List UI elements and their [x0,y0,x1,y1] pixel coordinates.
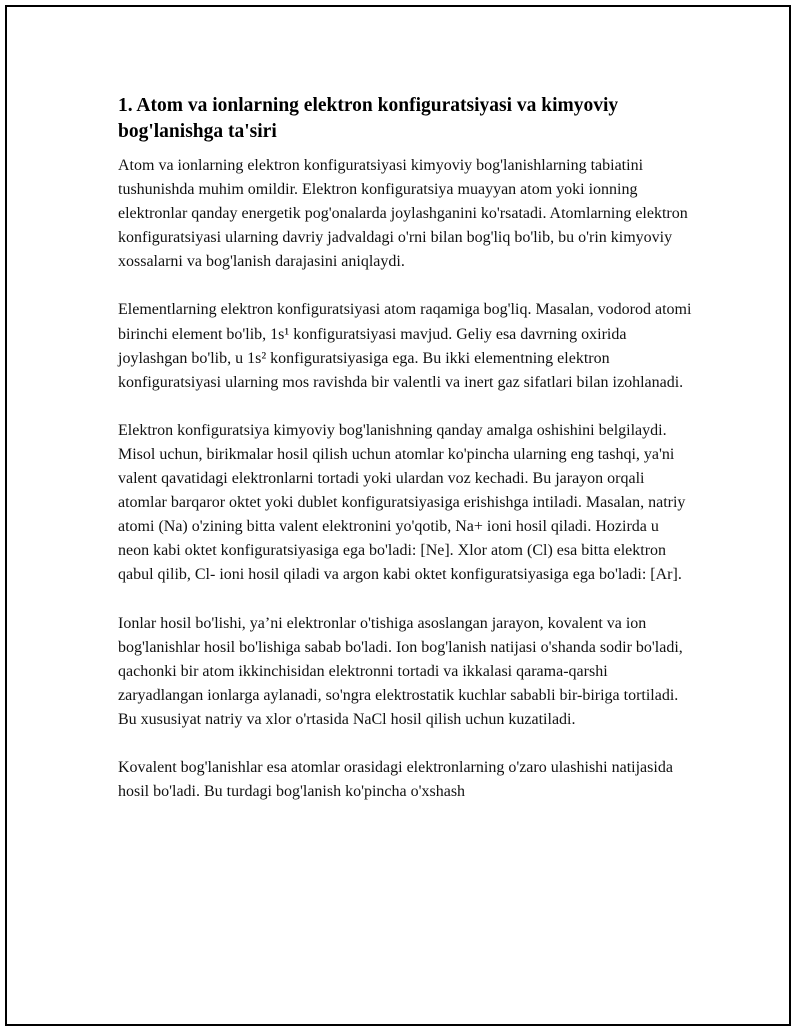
paragraph-3: Elektron konfiguratsiya kimyoviy bog'lanishning qanday amalga oshishini belgilaydi. Misol uchun, birikmalar hosil qilish uchun atomlar ko'pincha ularning eng tashqi, ya'ni valent qavatidagi elektronlarni tortadi yoki ulardan voz kechadi. Bu jarayon orqali atomlar barqaror oktet yoki dublet konfiguratsiyasiga erishishga intiladi. Masalan, natriy atomi (Na) o'zining bitta valent elektronini yo'qotib, Na+ ioni hosil qiladi. Hozirda u neon kabi oktet konfiguratsiyasiga ega bo'ladi: [Ne]. Xlor atom (Cl) esa bitta elektron qabul qilib, Cl- ioni hosil qiladi va argon kabi oktet konfiguratsiyasiga ega bo'ladi: [Ar]. [118,421,686,584]
document-body [118,93,693,828]
paragraph-2: Elementlarning elektron konfiguratsiyasi atom raqamiga bog'liq. Masalan, vodorod atomi birinchi element bo'lib, 1s¹ konfiguratsiyasi mavjud. Geliy esa davrning oxirida joylashgan bo'lib, u 1s² konfiguratsiyasiga ega. Bu ikki elementning elektron konfiguratsiyasi ularning mos ravishda bir valentli va inert gaz sifatlari bilan izohlanadi. [118,301,692,391]
paragraph-4: Ionlar hosil bo'lishi, ya’ni elektronlar o'tishiga asoslangan jarayon, kovalent va ion bog'lanishlar hosil bo'lishiga sabab bo'ladi. Ion bog'lanish natijasi o'shanda sodir bo'ladi, qachonki bir atom ikkinchisidan elektronni tortadi va ikkalasi qarama-qarshi zaryadlangan ionlarga aylanadi, so'ngra elektrostatik kuchlar sababli bir-biriga tortiladi. Bu xususiyat natriy va xlor o'rtasida NaCl hosil qilish uchun kuzatiladi. [118,614,683,728]
paragraph-5: Kovalent bog'lanishlar esa atomlar orasidagi elektronlarning o'zaro ulashishi natijasida hosil bo'ladi. Bu turdagi bog'lanish ko'pincha o'xshash [118,758,673,801]
paragraph-1: Atom va ionlarning elektron konfiguratsiyasi kimyoviy bog'lanishlarning tabiatini tushunishda muhim omildir. Elektron konfiguratsiya muayyan atom yoki ionning elektronlar qanday energetik pog'onalarda joylashganini ko'rsatadi. Atomlarning elektron konfiguratsiyasi ularning davriy jadvaldagi o'rni bilan bog'liq bo'lib, bu o'rin kimyoviy xossalarni va bog'lanish darajasini aniqlaydi. [118,157,688,271]
section-heading: 1. Atom va ionlarning elektron konfiguratsiyasi va kimyoviy bog'lanishga ta'siri [118,95,619,142]
